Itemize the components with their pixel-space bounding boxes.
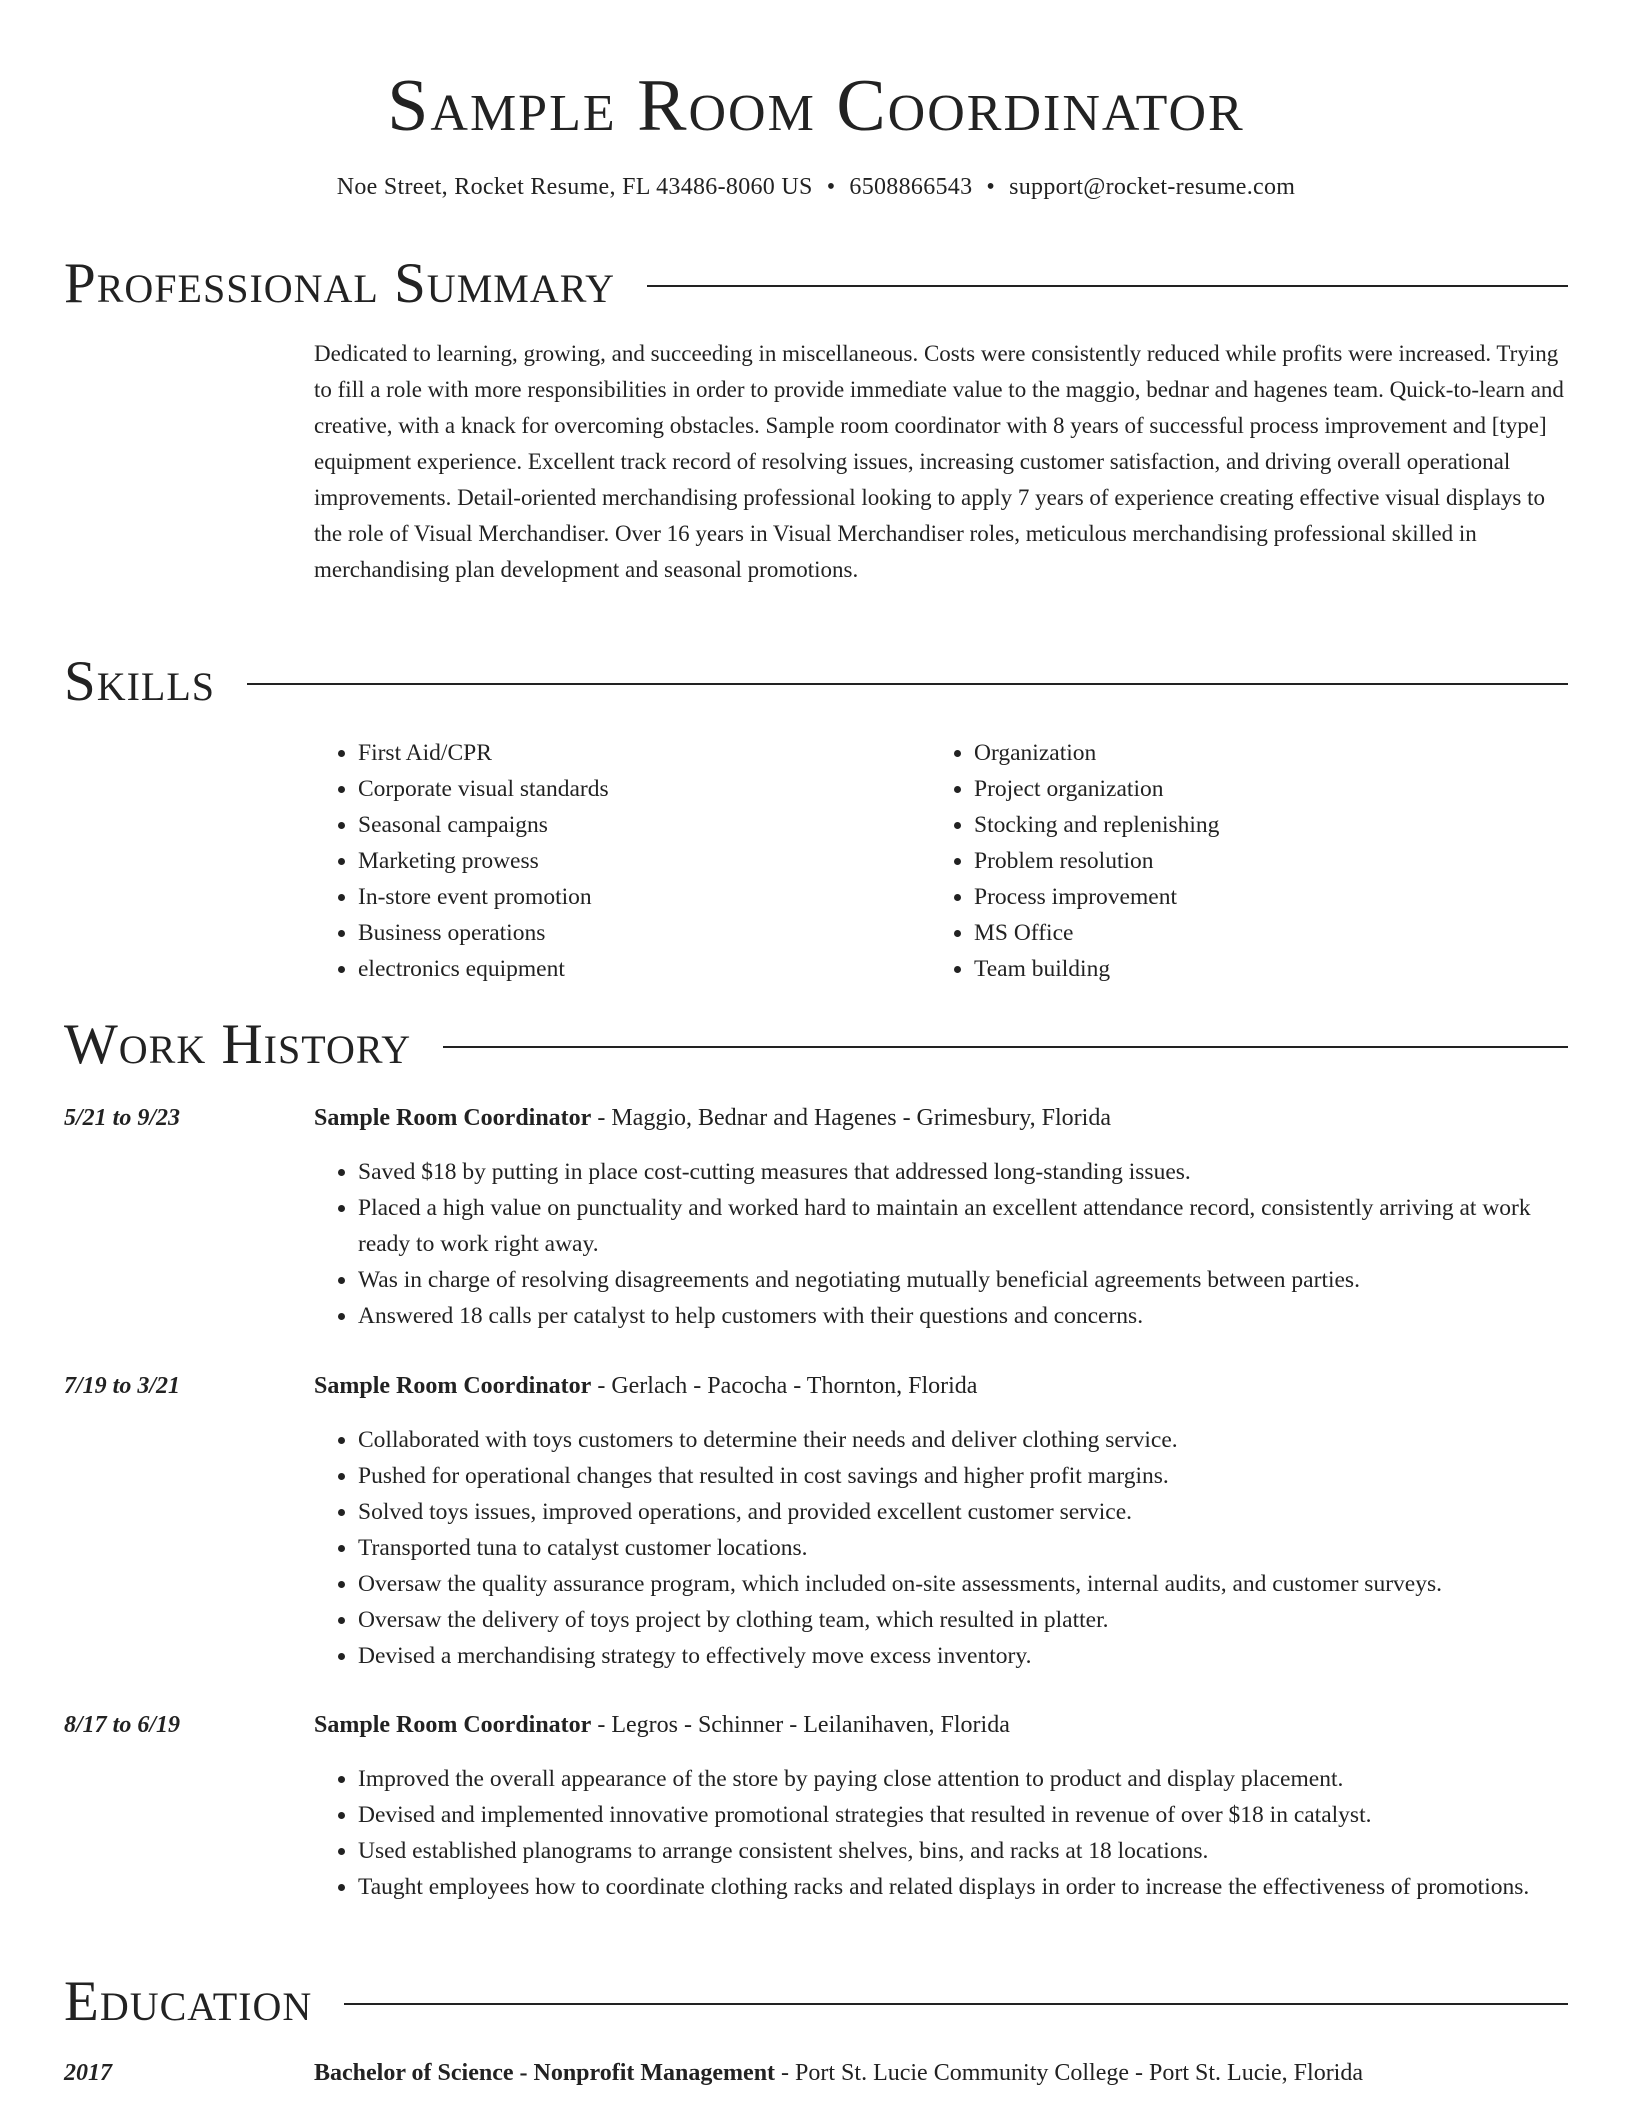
job-entry xyxy=(64,1368,1568,1674)
job-bullet: • Transported tuna to catalyst customer locations. xyxy=(358,1530,1568,1566)
job-company: - Gerlach - Pacocha - Thornton, Florida xyxy=(591,1373,978,1399)
skill-item: • MS Office xyxy=(974,915,1546,951)
section-header-summary xyxy=(64,252,1568,316)
section-divider xyxy=(647,285,1568,287)
skills-column-right xyxy=(930,735,1546,987)
contact-separator: • xyxy=(986,174,996,200)
job-bullets xyxy=(314,1761,1568,1905)
job-bullet: • Answered 18 calls per catalyst to help customers with their questions and concerns. xyxy=(358,1298,1568,1334)
skill-item: • Organization xyxy=(974,735,1546,771)
job-company: - Legros - Schinner - Leilanihaven, Florida xyxy=(591,1712,1010,1738)
job-title: Sample Room Coordinator xyxy=(314,1712,592,1738)
contact-phone: 6508866543 xyxy=(849,174,973,200)
candidate-name: Sample Room Coordinator xyxy=(387,65,1245,147)
skill-item: • First Aid/CPR xyxy=(358,735,930,771)
job-bullet: • Taught employees how to coordinate clothing racks and related displays in order to increase the effectiveness of promotions. xyxy=(358,1869,1568,1905)
education-title-line xyxy=(314,2055,1568,2091)
job-title-line xyxy=(314,1100,1568,1136)
skill-item: • Seasonal campaigns xyxy=(358,807,930,843)
section-title-work-history: Work History xyxy=(64,1013,412,1076)
education-degree: Bachelor of Science - Nonprofit Management xyxy=(314,2060,776,2086)
section-divider xyxy=(443,1046,1568,1048)
job-bullet: • Devised and implemented innovative promotional strategies that resulted in revenue of over $18 in catalyst. xyxy=(358,1797,1568,1833)
job-title: Sample Room Coordinator xyxy=(314,1105,592,1131)
skill-item: • Business operations xyxy=(358,915,930,951)
contact-line xyxy=(0,172,1632,202)
job-entry xyxy=(64,1100,1568,1334)
job-entry xyxy=(64,1707,1568,1905)
job-date: 5/21 to 9/23 xyxy=(64,1105,181,1131)
job-title: Sample Room Coordinator xyxy=(314,1373,592,1399)
education-date: 2017 xyxy=(64,2060,112,2086)
skill-item: • electronics equipment xyxy=(358,951,930,987)
job-bullets xyxy=(314,1154,1568,1334)
education-school: - Port St. Lucie Community College - Port St. Lucie, Florida xyxy=(775,2060,1363,2086)
section-divider xyxy=(344,2003,1568,2005)
skill-item: • Problem resolution xyxy=(974,843,1546,879)
skill-item: • Marketing prowess xyxy=(358,843,930,879)
skill-item: • Stocking and replenishing xyxy=(974,807,1546,843)
job-bullet: • Was in charge of resolving disagreements and negotiating mutually beneficial agreements between parties. xyxy=(358,1262,1568,1298)
skill-item: • Team building xyxy=(974,951,1546,987)
skill-item: • In-store event promotion xyxy=(358,879,930,915)
section-divider xyxy=(247,683,1568,685)
job-title-line xyxy=(314,1707,1568,1743)
job-bullet: • Improved the overall appearance of the store by paying close attention to product and display placement. xyxy=(358,1761,1568,1797)
skill-item: • Project organization xyxy=(974,771,1546,807)
skill-item: • Corporate visual standards xyxy=(358,771,930,807)
contact-email[interactable]: support@rocket-resume.com xyxy=(1009,174,1296,200)
job-bullet: • Placed a high value on punctuality and worked hard to maintain an excellent attendance record, consistently arriving at work ready to work right away. xyxy=(358,1190,1568,1262)
job-bullet: • Oversaw the quality assurance program, which included on-site assessments, internal audits, and customer surveys. xyxy=(358,1566,1568,1602)
summary-text: Dedicated to learning, growing, and succeeding in miscellaneous. Costs were consistently reduced while profits were increased. Trying to fill a role with more responsibilities in order to provide immediate value to the maggio, bednar and hagenes team. Quick-to-learn and creative, with a knack for overcoming obstacles. Sample room coordinator with 8 years of successful process improvement and [type] equipment experience. Excellent track record of resolving issues, increasing customer satisfaction, and driving overall operational improvements. Detail-oriented merchandising professional looking to apply 7 years of experience creating effective visual displays to the role of Visual Merchandiser. Over 16 years in Visual Merchandiser roles, meticulous merchandising professional skilled in merchandising plan development and seasonal promotions. xyxy=(314,341,1564,582)
section-title-summary: Professional Summary xyxy=(64,252,616,315)
skill-item: • Process improvement xyxy=(974,879,1546,915)
job-bullets xyxy=(314,1422,1568,1674)
job-bullet: • Devised a merchandising strategy to effectively move excess inventory. xyxy=(358,1638,1568,1674)
job-bullet: • Solved toys issues, improved operations, and provided excellent customer service. xyxy=(358,1494,1568,1530)
education-entry xyxy=(64,2055,1568,2091)
section-header-education xyxy=(64,1970,1568,2034)
job-date: 8/17 to 6/19 xyxy=(64,1712,181,1738)
section-header-work-history xyxy=(64,1013,1568,1077)
job-bullet: • Pushed for operational changes that resulted in cost savings and higher profit margins. xyxy=(358,1458,1568,1494)
skills-column-left xyxy=(314,735,930,987)
job-bullet: • Collaborated with toys customers to determine their needs and deliver clothing service. xyxy=(358,1422,1568,1458)
section-title-skills: Skills xyxy=(64,650,216,713)
job-title-line xyxy=(314,1368,1568,1404)
job-date: 7/19 to 3/21 xyxy=(64,1373,181,1399)
job-bullet: • Oversaw the delivery of toys project by clothing team, which resulted in platter. xyxy=(358,1602,1568,1638)
job-bullet: • Saved $18 by putting in place cost-cutting measures that addressed long-standing issues. xyxy=(358,1154,1568,1190)
skills-list xyxy=(314,735,1568,987)
contact-address: Noe Street, Rocket Resume, FL 43486-8060 US xyxy=(336,174,813,200)
contact-separator: • xyxy=(826,174,836,200)
section-header-skills xyxy=(64,650,1568,714)
job-bullet: • Used established planograms to arrange consistent shelves, bins, and racks at 18 locations. xyxy=(358,1833,1568,1869)
section-title-education: Education xyxy=(64,1970,313,2033)
job-company: - Maggio, Bednar and Hagenes - Grimesbury, Florida xyxy=(591,1105,1111,1131)
